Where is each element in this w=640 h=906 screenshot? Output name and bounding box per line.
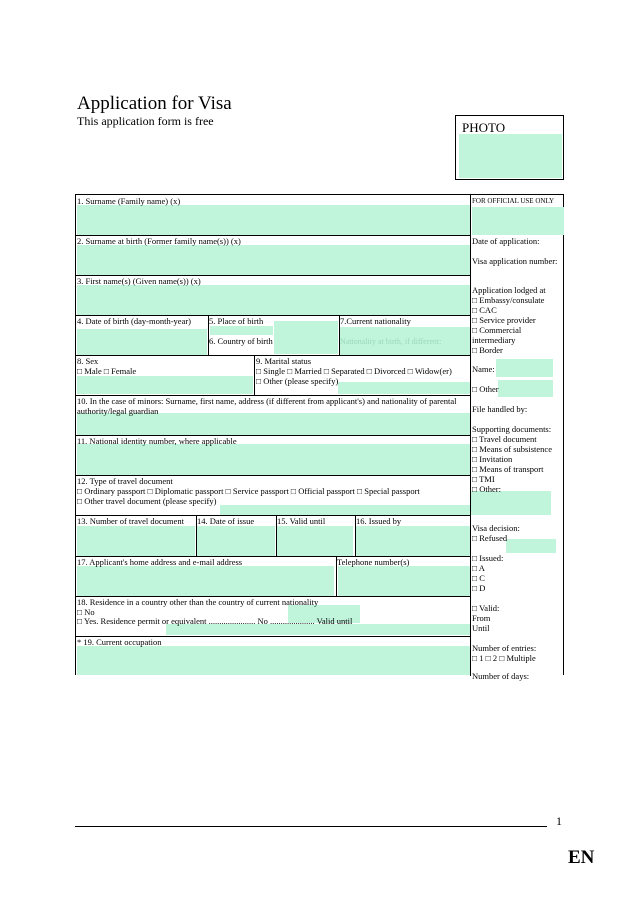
tmi-option[interactable]: □ TMI — [472, 474, 495, 484]
type-a-option[interactable]: □ A — [472, 563, 485, 573]
occupation-input[interactable] — [77, 646, 470, 675]
valid-until-input[interactable] — [277, 526, 353, 556]
sex-fill[interactable] — [77, 376, 253, 394]
intermediary-label: intermediary — [472, 335, 516, 345]
field-3-label: 3. First name(s) (Given name(s)) (x) — [77, 276, 201, 286]
telephone-input[interactable] — [338, 566, 470, 596]
telephone-label: Telephone number(s) — [337, 557, 410, 567]
photo-fill[interactable] — [459, 134, 562, 178]
language-code: EN — [568, 847, 595, 868]
field-15-label: 15. Valid until — [277, 516, 326, 526]
field-17-label: 17. Applicant's home address and e-mail address — [77, 557, 243, 567]
field-10-label-line1: 10. In the case of minors: Surname, first name, address (if different from applicant's) and nationality of parental — [77, 396, 457, 406]
valid-from-label: From — [472, 613, 491, 623]
refused-option[interactable]: □ Refused — [472, 533, 508, 543]
field-16-label: 16. Issued by — [356, 516, 402, 526]
other-documents-option[interactable]: □ Other: — [472, 484, 501, 494]
official-name-input[interactable] — [496, 359, 553, 377]
date-of-application-label: Date of application: — [472, 236, 540, 246]
field-14-label: 14. Date of issue — [197, 516, 255, 526]
first-name-input[interactable] — [77, 285, 470, 315]
home-address-input[interactable] — [77, 566, 334, 596]
official-other-option[interactable]: □ Other — [472, 384, 499, 394]
field-5-label: 5. Place of birth — [209, 316, 264, 326]
travel-document-option[interactable]: □ Travel document — [472, 434, 537, 444]
issued-option[interactable]: □ Issued: — [472, 553, 504, 563]
photo-label: PHOTO — [462, 120, 506, 135]
official-name-label: Name: — [472, 364, 495, 374]
official-use-fill[interactable] — [472, 207, 564, 235]
place-of-birth-input[interactable] — [210, 326, 273, 335]
travel-doc-type-options[interactable]: □ Ordinary passport □ Diplomatic passport □ Service passport □ Official passport □ Special passport — [77, 486, 420, 496]
surname-input[interactable] — [77, 205, 470, 235]
field-6-label: 6. Country of birth — [209, 336, 273, 346]
border-option[interactable]: □ Border — [472, 345, 503, 355]
marital-other-input[interactable] — [338, 382, 470, 394]
supporting-documents-label: Supporting documents: — [472, 424, 552, 434]
field-12-label: 12. Type of travel document — [77, 476, 173, 486]
means-of-transport-option[interactable]: □ Means of transport — [472, 464, 544, 474]
field-13-label: 13. Number of travel document — [77, 516, 184, 526]
type-d-option[interactable]: □ D — [472, 583, 486, 593]
page-title: Application for Visa — [77, 93, 232, 114]
travel-doc-number-input[interactable] — [77, 526, 195, 556]
official-other-docs-input[interactable] — [471, 491, 551, 515]
field-7-label: 7.Current nationality — [340, 316, 411, 326]
file-handled-by-label: File handled by: — [472, 404, 528, 414]
entries-options[interactable]: □ 1 □ 2 □ Multiple — [472, 653, 536, 663]
field-19-label: * 19. Current occupation — [77, 637, 162, 647]
field-11-label: 11. National identity number, where applicable — [77, 436, 237, 446]
residence-yes-option[interactable]: □ Yes. Residence permit or equivalent ...................... No ..................... Valid until — [77, 616, 353, 626]
field-18-label: 18. Residence in a country other than the country of current nationality — [77, 597, 319, 607]
field-8-label: 8. Sex — [77, 356, 99, 366]
valid-until-label: Until — [472, 623, 490, 633]
page-number: 1 — [556, 814, 562, 828]
commercial-option[interactable]: □ Commercial — [472, 325, 522, 335]
issued-by-input[interactable] — [356, 526, 470, 556]
field-1-label: 1. Surname (Family name) (x) — [77, 196, 181, 206]
visa-application-number-label: Visa application number: — [472, 256, 558, 266]
official-other-input[interactable] — [498, 380, 553, 397]
marital-status-options[interactable]: □ Single □ Married □ Separated □ Divorced □ Widow(er) — [256, 366, 452, 376]
footer-divider — [75, 826, 547, 827]
field-10-label-line2: authority/legal guardian — [77, 406, 159, 416]
travel-doc-other-option[interactable]: □ Other travel document (please specify) — [77, 496, 217, 506]
sex-options[interactable]: □ Male □ Female — [77, 366, 137, 376]
means-of-subsistence-option[interactable]: □ Means of subsistence — [472, 444, 552, 454]
page-subtitle: This application form is free — [77, 114, 214, 128]
date-of-issue-input[interactable] — [197, 526, 275, 556]
field-2-label: 2. Surname at birth (Former family name(s)) (x) — [77, 236, 241, 246]
national-id-input[interactable] — [77, 444, 470, 475]
surname-at-birth-input[interactable] — [77, 245, 470, 275]
service-provider-option[interactable]: □ Service provider — [472, 315, 536, 325]
lodged-at-label: Application lodged at — [472, 285, 546, 295]
visa-form — [75, 194, 564, 681]
embassy-option[interactable]: □ Embassy/consulate — [472, 295, 545, 305]
date-of-birth-input[interactable] — [77, 329, 207, 355]
field-9-label: 9. Marital status — [256, 356, 312, 366]
marital-status-other[interactable]: □ Other (please specify) — [256, 376, 339, 386]
nationality-at-birth-hint: Nationality at birth, if different: — [340, 337, 442, 346]
guardian-input[interactable] — [77, 413, 470, 435]
invitation-option[interactable]: □ Invitation — [472, 454, 513, 464]
refused-fill[interactable] — [506, 539, 556, 553]
field-4-label: 4. Date of birth (day-month-year) — [77, 316, 191, 326]
type-c-option[interactable]: □ C — [472, 573, 485, 583]
official-use-header: FOR OFFICIAL USE ONLY — [472, 197, 555, 205]
number-of-days-label: Number of days: — [472, 671, 530, 681]
cac-option[interactable]: □ CAC — [472, 305, 497, 315]
residence-no-option[interactable]: □ No — [77, 607, 95, 617]
visa-decision-label: Visa decision: — [472, 523, 520, 533]
number-of-entries-label: Number of entries: — [472, 643, 537, 653]
country-of-birth-input[interactable] — [274, 321, 338, 354]
other-travel-doc-input[interactable] — [220, 505, 470, 515]
valid-option[interactable]: □ Valid: — [472, 603, 500, 613]
